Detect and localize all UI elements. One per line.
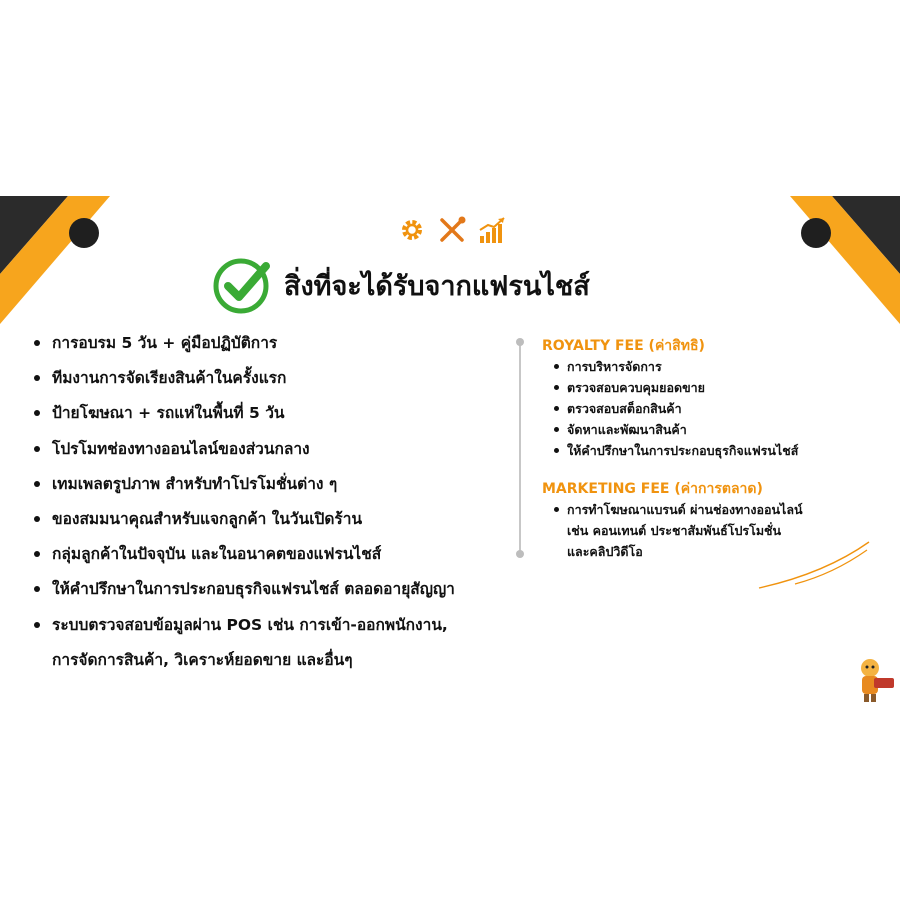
list-item: การอบรม 5 วัน + คู่มือปฏิบัติการ bbox=[30, 332, 500, 367]
vertical-divider bbox=[519, 342, 521, 554]
bullet bbox=[34, 516, 40, 522]
list-item-continuation: การจัดการสินค้า, วิเคราะห์ยอดขาย และอื่นๆ bbox=[52, 650, 353, 669]
marketing-item: การทำโฆษณาแบรนด์ ผ่านช่องทางออนไลน์ bbox=[542, 499, 862, 520]
bullet bbox=[554, 448, 559, 453]
marketing-item-continuation: เช่น คอนเทนต์ ประชาสัมพันธ์โปรโมชั่น bbox=[567, 523, 782, 538]
bullet bbox=[554, 385, 559, 390]
mascot-logo bbox=[850, 654, 898, 704]
royalty-item: ตรวจสอบสต็อกสินค้า bbox=[542, 398, 862, 419]
list-item: โปรโมทช่องทางออนไลน์ของส่วนกลาง bbox=[30, 438, 500, 473]
bullet bbox=[34, 551, 40, 557]
benefits-list bbox=[30, 332, 500, 684]
bullet bbox=[554, 364, 559, 369]
bullet bbox=[554, 427, 559, 432]
check-circle-icon bbox=[212, 254, 274, 316]
growth-chart-icon bbox=[478, 216, 508, 248]
gear-icon bbox=[398, 216, 426, 248]
list-item: ระบบตรวจสอบข้อมูลผ่าน POS เช่น การเข้า-ออกพนักงาน, bbox=[30, 614, 500, 649]
list-item: ของสมมนาคุณสำหรับแจกลูกค้า ในวันเปิดร้าน bbox=[30, 508, 500, 543]
bullet bbox=[34, 586, 40, 592]
tools-icon bbox=[438, 216, 466, 248]
royalty-item: ให้คำปรึกษาในการประกอบธุรกิจแฟรนไชส์ bbox=[542, 440, 862, 461]
marketing-fee-title: MARKETING FEE (ค่าการตลาด) bbox=[542, 481, 763, 497]
list-item: ให้คำปรึกษาในการประกอบธุรกิจแฟรนไชส์ ตลอดอายุสัญญา bbox=[30, 578, 500, 613]
marketing-item-continuation: และคลิปวิดีโอ bbox=[567, 544, 643, 559]
royalty-fee-title: ROYALTY FEE (ค่าสิทธิ) bbox=[542, 338, 705, 354]
corner-decoration-left bbox=[0, 196, 130, 336]
bullet bbox=[554, 406, 559, 411]
list-item: เทมเพลตรูปภาพ สำหรับทำโปรโมชั่นต่าง ๆ bbox=[30, 473, 500, 508]
franchise-benefits-banner bbox=[0, 196, 900, 708]
bullet bbox=[554, 507, 559, 512]
list-item: ป้ายโฆษณา + รถแห่ในพื้นที่ 5 วัน bbox=[30, 402, 500, 437]
bullet bbox=[34, 410, 40, 416]
bullet bbox=[34, 340, 40, 346]
royalty-item: การบริหารจัดการ bbox=[542, 356, 862, 377]
title-row bbox=[212, 254, 590, 316]
royalty-item: ตรวจสอบควบคุมยอดขาย bbox=[542, 377, 862, 398]
bullet bbox=[34, 622, 40, 628]
page-title: สิ่งที่จะได้รับจากแฟรนไชส์ bbox=[284, 270, 590, 302]
fees-column bbox=[542, 336, 862, 562]
top-icon-row bbox=[398, 216, 508, 248]
list-item: ทีมงานการจัดเรียงสินค้าในครั้งแรก bbox=[30, 367, 500, 402]
corner-decoration-right bbox=[770, 196, 900, 336]
royalty-item: จัดหาและพัฒนาสินค้า bbox=[542, 419, 862, 440]
swoosh-decoration bbox=[755, 536, 875, 596]
bullet bbox=[34, 375, 40, 381]
bullet bbox=[34, 446, 40, 452]
list-item: กลุ่มลูกค้าในปัจจุบัน และในอนาคตของแฟรนไชส์ bbox=[30, 543, 500, 578]
bullet bbox=[34, 481, 40, 487]
